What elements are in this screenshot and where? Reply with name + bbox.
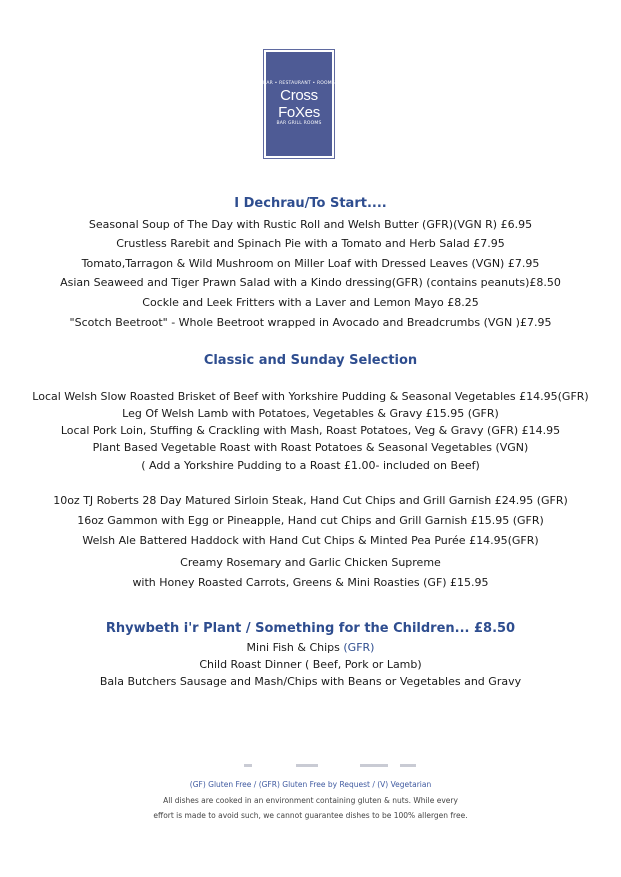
allergen-note-line2: effort is made to avoid such, we cannot guarantee dishes to be 100% allergen free. bbox=[153, 811, 468, 820]
logo bbox=[263, 49, 335, 159]
classic-item: Leg Of Welsh Lamb with Potatoes, Vegetables & Gravy £15.95 (GFR) bbox=[122, 407, 499, 420]
classic-item: ( Add a Yorkshire Pudding to a Roast £1.00- included on Beef) bbox=[141, 459, 480, 472]
logo-name-line2: FoXes bbox=[278, 104, 320, 121]
children-item-text: Mini Fish & Chips bbox=[246, 641, 340, 654]
decorative-mark bbox=[244, 764, 252, 767]
gfr-tag: (GFR) bbox=[343, 641, 375, 654]
decorative-mark bbox=[360, 764, 388, 767]
starter-item: Tomato,Tarragon & Wild Mushroom on Miller Loaf with Dressed Leaves (VGN) £7.95 bbox=[81, 257, 540, 270]
starter-item: Asian Seaweed and Tiger Prawn Salad with a Kindo dressing(GFR) (contains peanuts)£8.50 bbox=[60, 276, 561, 289]
logo-top-text: BAR • RESTAURANT • ROOMS bbox=[263, 81, 335, 86]
classic-item: with Honey Roasted Carrots, Greens & Mini Roasties (GF) £15.95 bbox=[132, 576, 489, 589]
classic-item: Welsh Ale Battered Haddock with Hand Cut Chips & Minted Pea Purée £14.95(GFR) bbox=[82, 534, 539, 547]
dietary-key: (GF) Gluten Free / (GFR) Gluten Free by Request / (V) Vegetarian bbox=[189, 780, 432, 789]
classic-item: Local Pork Loin, Stuffing & Crackling with Mash, Roast Potatoes, Veg & Gravy (GFR) £14.95 bbox=[60, 424, 561, 437]
starter-item: Seasonal Soup of The Day with Rustic Roll and Welsh Butter (GFR)(VGN R) £6.95 bbox=[88, 218, 533, 231]
allergen-note-line1: All dishes are cooked in an environment containing gluten & nuts. While every bbox=[163, 796, 458, 805]
children-heading: Rhywbeth i'r Plant / Something for the Children... £8.50 bbox=[105, 621, 516, 636]
decorative-mark bbox=[296, 764, 318, 767]
classic-item: Creamy Rosemary and Garlic Chicken Supreme bbox=[180, 556, 441, 569]
children-item: Bala Butchers Sausage and Mash/Chips with Beans or Vegetables and Gravy bbox=[99, 675, 522, 688]
starter-item: "Scotch Beetroot" - Whole Beetroot wrapped in Avocado and Breadcrumbs (VGN )£7.95 bbox=[69, 316, 552, 329]
logo-badge bbox=[263, 52, 335, 156]
starter-item: Crustless Rarebit and Spinach Pie with a Tomato and Herb Salad £7.95 bbox=[116, 237, 505, 250]
decorative-mark bbox=[400, 764, 416, 767]
classic-heading: Classic and Sunday Selection bbox=[203, 353, 418, 368]
classic-item: Local Welsh Slow Roasted Brisket of Beef with Yorkshire Pudding & Seasonal Vegetables £14.95(GFR) bbox=[32, 390, 589, 403]
classic-item: Plant Based Vegetable Roast with Roast Potatoes & Seasonal Vegetables (VGN) bbox=[92, 441, 529, 454]
starters-heading: I Dechrau/To Start.... bbox=[234, 196, 387, 211]
children-item: Child Roast Dinner ( Beef, Pork or Lamb) bbox=[199, 658, 422, 671]
classic-item: 16oz Gammon with Egg or Pineapple, Hand cut Chips and Grill Garnish £15.95 (GFR) bbox=[77, 514, 544, 527]
logo-name-line1: Cross bbox=[280, 87, 318, 104]
starter-item: Cockle and Leek Fritters with a Laver and Lemon Mayo £8.25 bbox=[142, 296, 479, 309]
logo-bottom-text: BAR GRILL ROOMS bbox=[276, 121, 322, 126]
children-item bbox=[0, 641, 621, 654]
classic-item: 10oz TJ Roberts 28 Day Matured Sirloin Steak, Hand Cut Chips and Grill Garnish £24.95 (GFR) bbox=[53, 494, 568, 507]
